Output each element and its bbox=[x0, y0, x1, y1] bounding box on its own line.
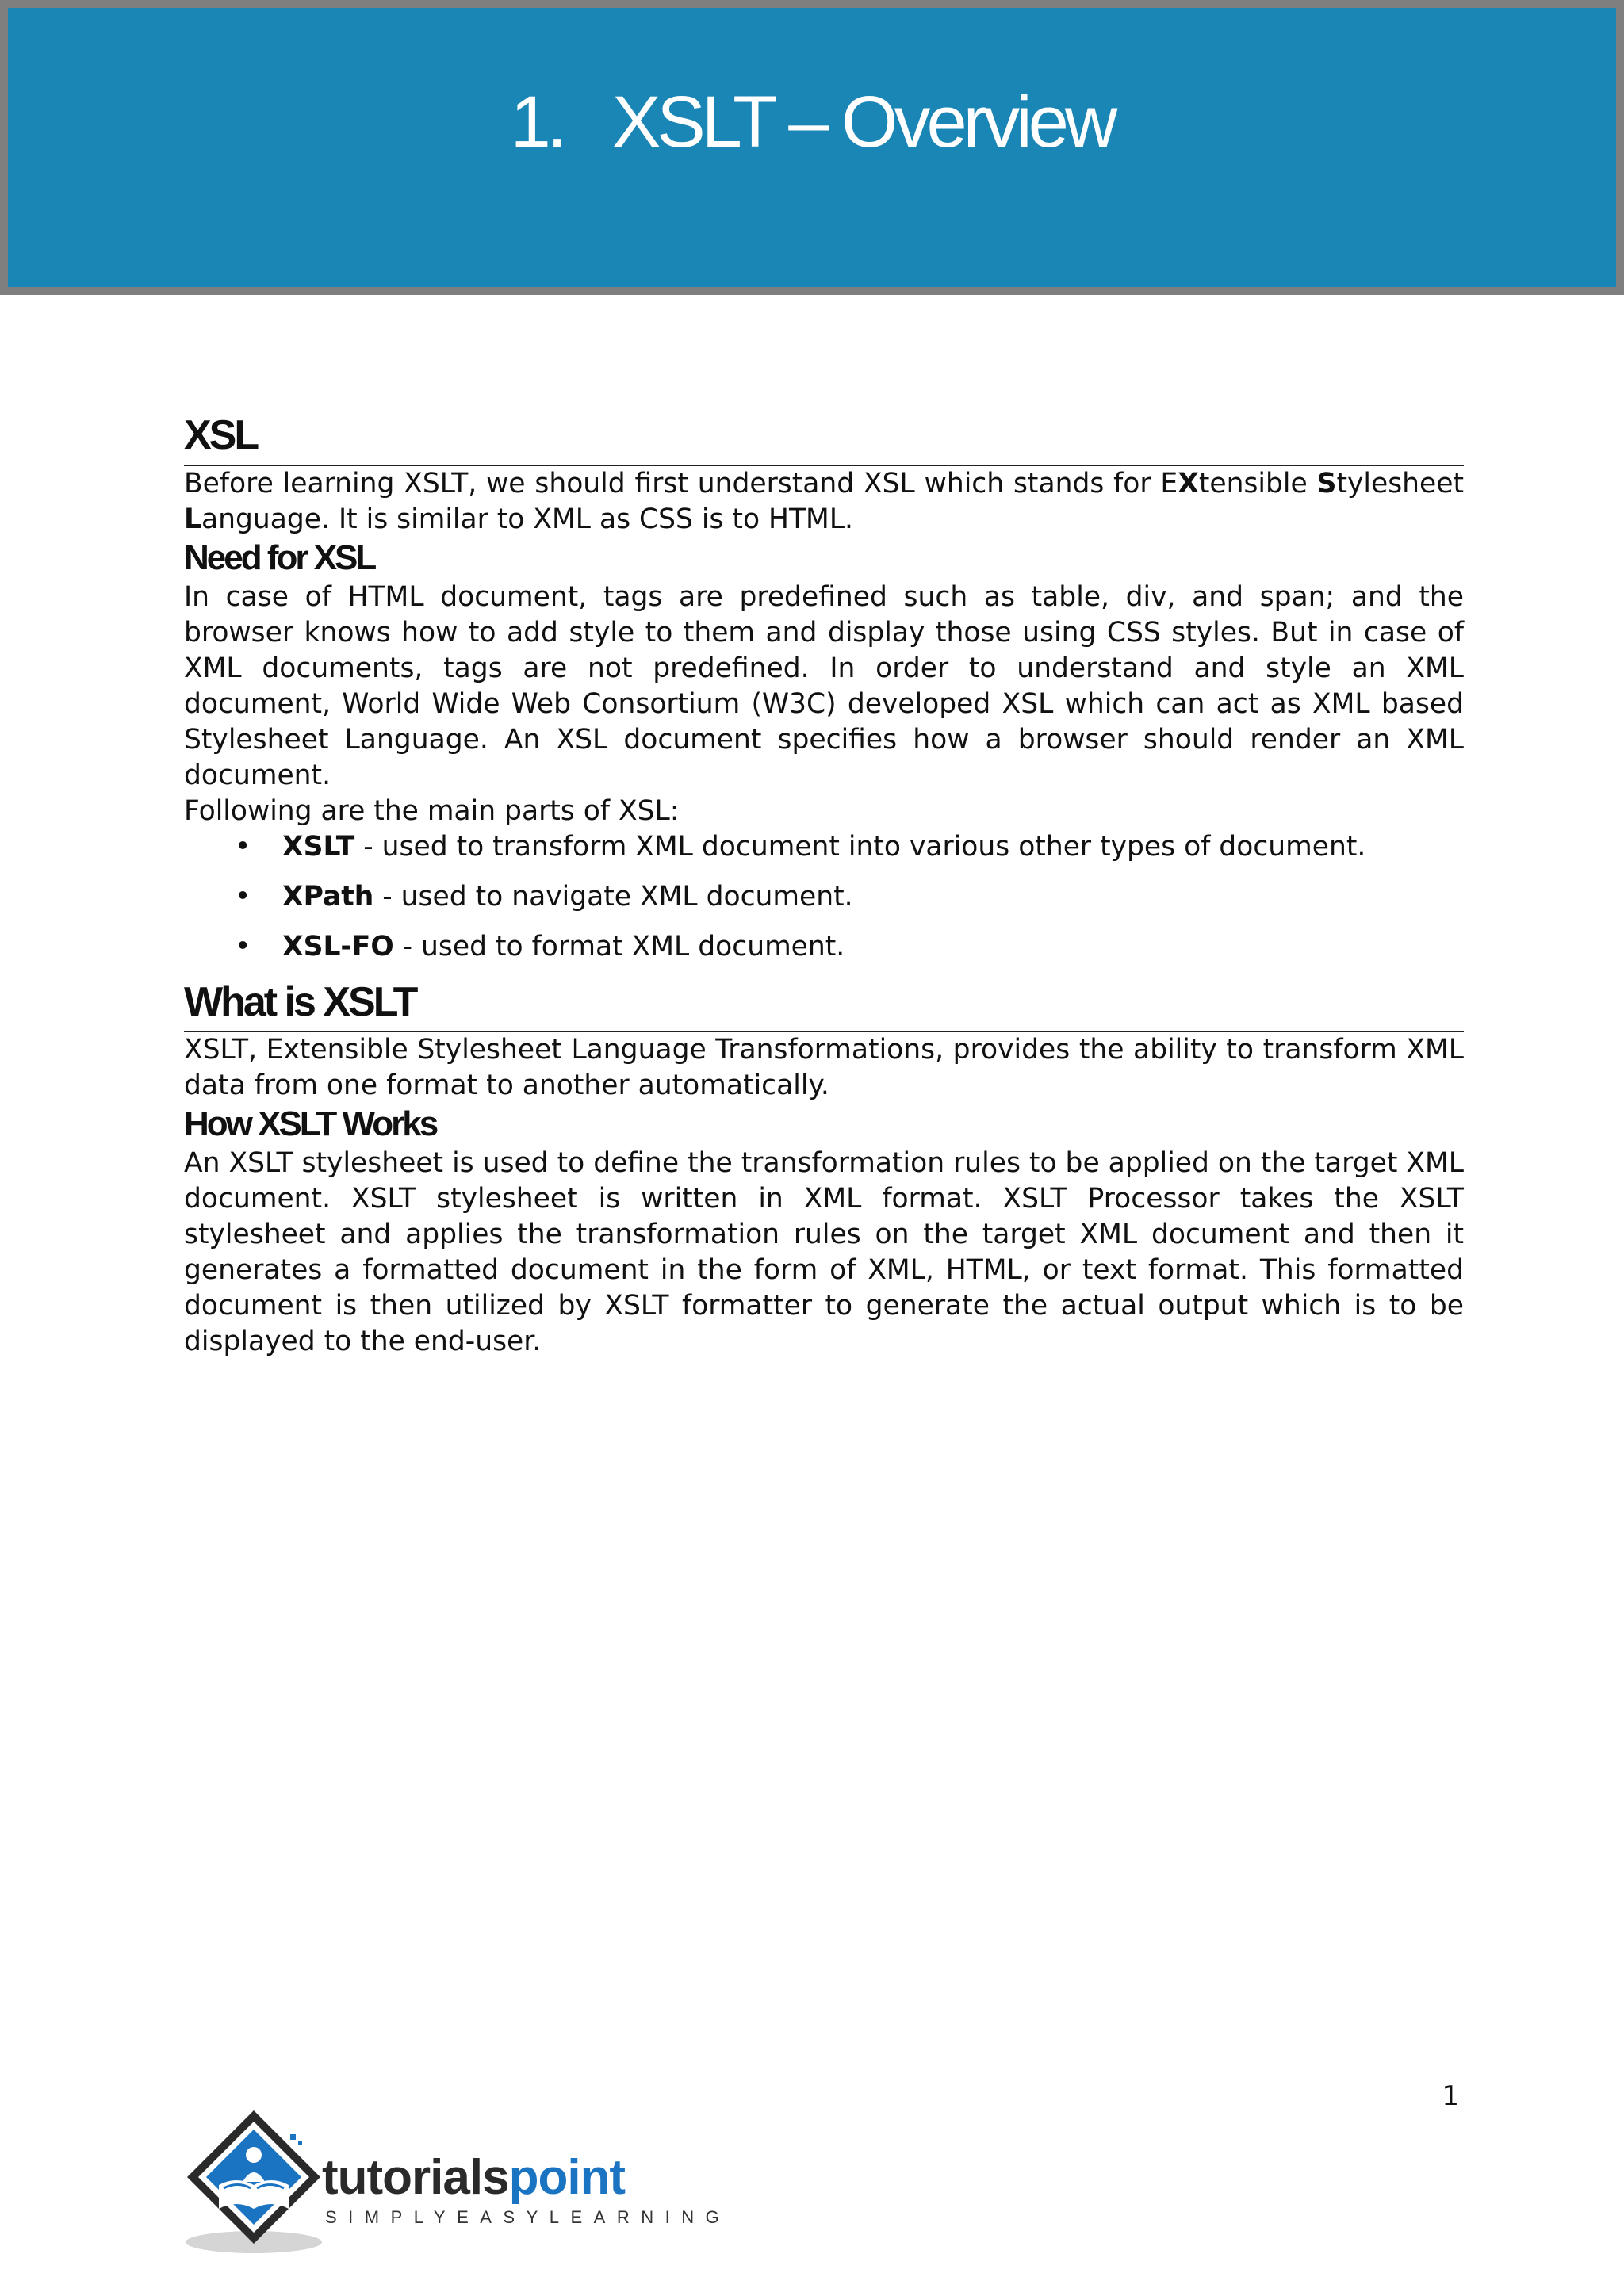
subheading-how-xslt-works: How XSLT Works bbox=[184, 1104, 437, 1144]
logo-word-tutorials: tutorials bbox=[322, 2150, 509, 2205]
list-item bbox=[184, 929, 1464, 965]
xsl-intro-paragraph bbox=[184, 466, 1464, 538]
logo-wordmark bbox=[322, 2150, 626, 2205]
main-parts-intro: Following are the main parts of XSL: bbox=[184, 794, 680, 827]
tutorialspoint-logo-icon bbox=[181, 2106, 324, 2256]
chapter-title: 1. XSLT – Overview bbox=[510, 82, 1114, 163]
xsl-parts-list bbox=[184, 829, 1464, 965]
list-item bbox=[184, 829, 1464, 865]
bullet-icon: • bbox=[235, 880, 251, 913]
what-is-xslt-paragraph: XSLT, Extensible Stylesheet Language Transformations, provides the ability to transform XML data from one format to another automatically. bbox=[184, 1034, 1464, 1102]
bullet-icon: • bbox=[235, 930, 251, 962]
xsl-intro-text-4: anguage. It is similar to XML as CSS is to HTML. bbox=[201, 503, 854, 535]
subheading-need-for-xsl: Need for XSL bbox=[184, 538, 375, 577]
xsl-intro-bold-s: S bbox=[1316, 467, 1337, 499]
list-item-desc: - used to format XML document. bbox=[393, 930, 845, 962]
xsl-intro-text-1: Before learning XSLT, we should first understand XSL which stands for E bbox=[184, 467, 1178, 499]
list-item-term: XPath bbox=[282, 880, 374, 913]
section-heading-what-is-xslt: What is XSLT bbox=[184, 979, 1464, 1033]
logo-tagline: SIMPLYEASYLEARNING bbox=[325, 2207, 731, 2227]
page-content bbox=[184, 412, 1464, 1360]
chapter-banner bbox=[0, 0, 1624, 295]
list-item-desc: - used to transform XML document into various other types of document. bbox=[354, 830, 1366, 863]
xsl-intro-text-2: tensible bbox=[1198, 467, 1317, 499]
xsl-intro-bold-l: L bbox=[184, 503, 201, 535]
page-number: 1 bbox=[1442, 2080, 1459, 2112]
xsl-intro-text-3: tylesheet bbox=[1336, 467, 1465, 499]
section-heading-xsl: XSL bbox=[184, 412, 1464, 466]
logo-word-point: point bbox=[508, 2150, 626, 2205]
how-xslt-works-paragraph: An XSLT stylesheet is used to define the transformation rules to be applied on the target XML document. XSLT stylesheet is written in XML format. XSLT Processor takes the XSLT stylesheet and applies the transformation rules on the target XML document and then it generates a formatted document in the form of XML, HTML, or text format. This formatted document is then utilized by XSLT formatter to generate the actual output which is to be displayed to the end-user. bbox=[184, 1147, 1464, 1358]
list-item-term: XSL-FO bbox=[282, 930, 394, 962]
tutorialspoint-logo bbox=[181, 2106, 731, 2256]
list-item-term: XSLT bbox=[282, 830, 355, 863]
list-item bbox=[184, 879, 1464, 915]
bullet-icon: • bbox=[235, 830, 251, 863]
list-item-desc: - used to navigate XML document. bbox=[373, 880, 853, 913]
xsl-intro-bold-x: X bbox=[1178, 467, 1199, 499]
need-for-xsl-paragraph: In case of HTML document, tags are predefined such as table, div, and span; and the browser knows how to add style to them and display those using CSS styles. But in case of XML documents, tags are not predefined. In order to understand and style an XML document, World Wide Web Consortium (W3C) developed XSL which can act as XML based Stylesheet Language. An XSL document specifies how a browser should render an XML document. bbox=[184, 580, 1464, 791]
